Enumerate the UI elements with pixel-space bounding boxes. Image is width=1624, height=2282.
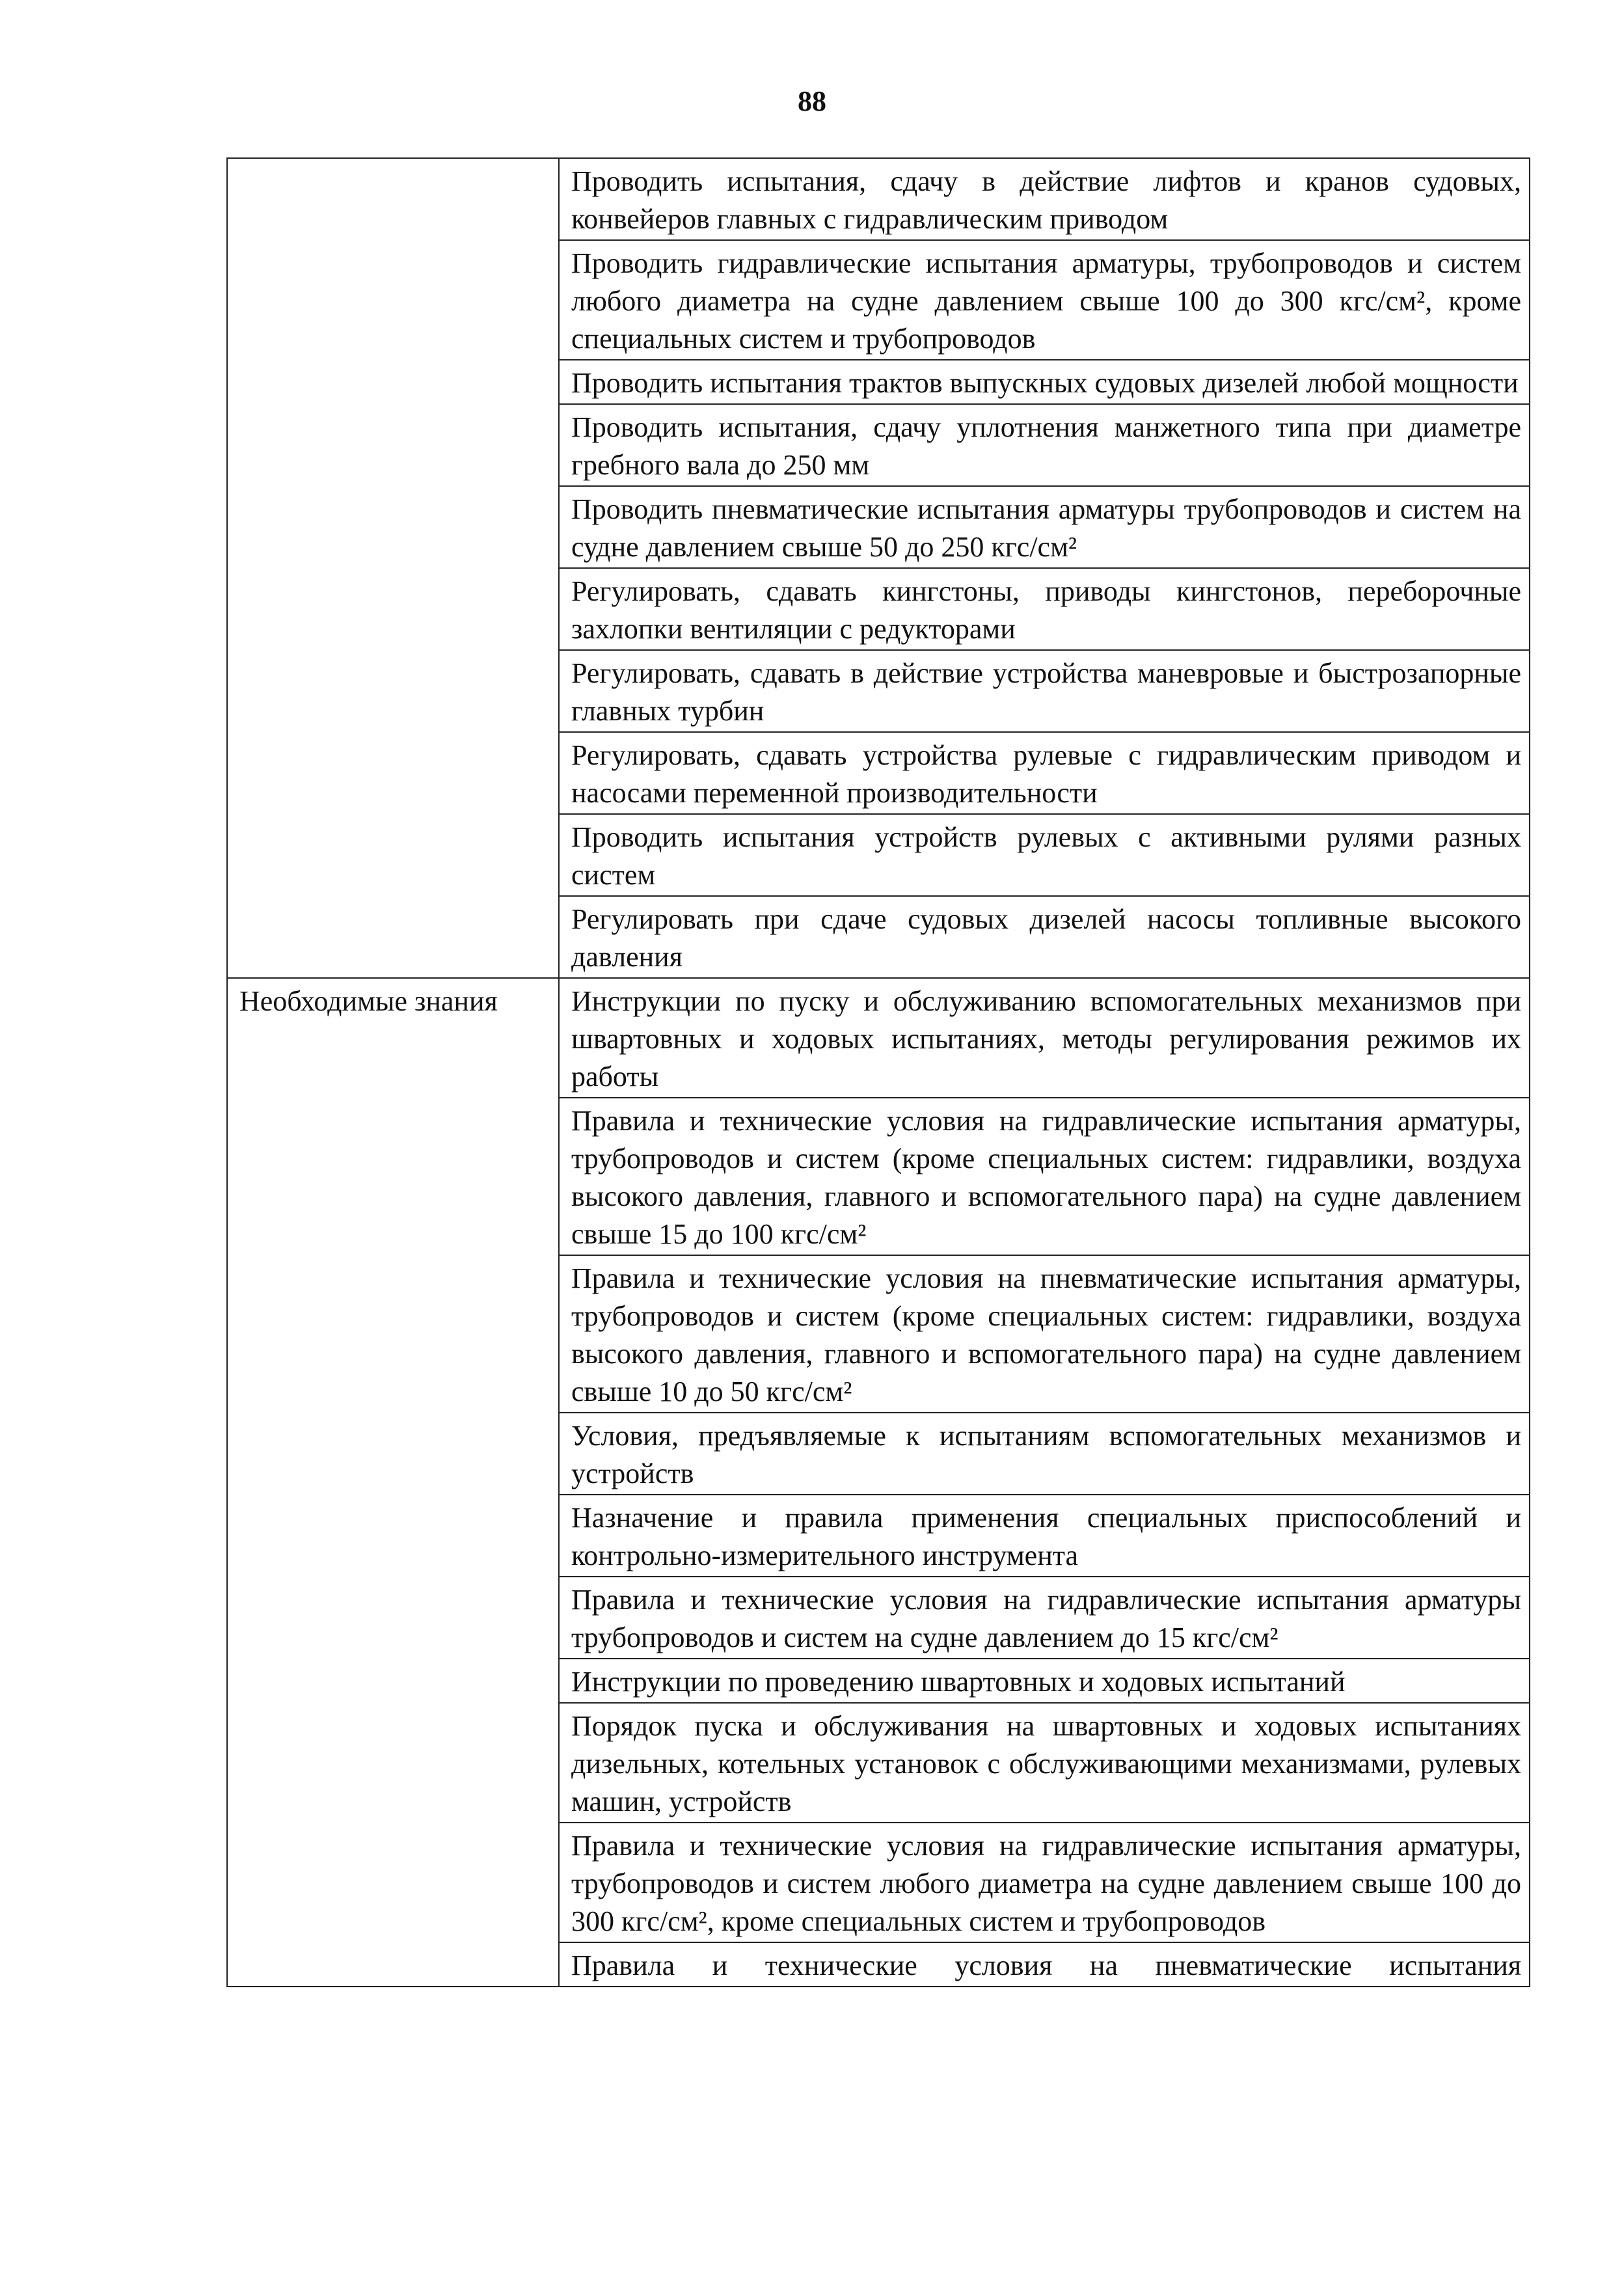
- requirements-table: [226, 157, 1530, 1987]
- knowledge-item: Назначение и правила применения специальных приспособлений и контрольно-измерительного инструмента: [559, 1495, 1530, 1577]
- knowledge-item: Инструкции по проведению швартовных и ходовых испытаний: [559, 1659, 1530, 1703]
- table-row: [227, 158, 1530, 240]
- skill-item: Регулировать при сдаче судовых дизелей насосы топливные высокого давления: [559, 896, 1530, 978]
- knowledge-item: Правила и технические условия на пневматические испытания арматуры, трубопроводов и систем (кроме специальных систем: гидравлики, воздуха высокого давления, главного и вспомогательного пара) на судне давлением свыше 10 до 50 кгс/см²: [559, 1255, 1530, 1413]
- skill-item: Проводить испытания, сдачу в действие лифтов и кранов судовых, конвейеров главных с гидравлическим приводом: [559, 158, 1530, 240]
- page-number: 88: [798, 85, 826, 117]
- skill-item: Проводить пневматические испытания арматуры трубопроводов и систем на судне давлением свыше 50 до 250 кгс/см²: [559, 486, 1530, 568]
- skill-item: Регулировать, сдавать кингстоны, приводы кингстонов, переборочные захлопки вентиляции с редукторами: [559, 568, 1530, 650]
- table-row: [227, 978, 1530, 1098]
- skill-item: Проводить испытания устройств рулевых с активными рулями разных систем: [559, 814, 1530, 896]
- knowledge-item: Правила и технические условия на гидравлические испытания арматуры, трубопроводов и систем любого диаметра на судне давлением свыше 100 до 300 кгс/см², кроме специальных систем и трубопроводов: [559, 1823, 1530, 1942]
- skill-item: Проводить испытания, сдачу уплотнения манжетного типа при диаметре гребного вала до 250 мм: [559, 404, 1530, 486]
- skill-item: Проводить гидравлические испытания арматуры, трубопроводов и систем любого диаметра на судне давлением свыше 100 до 300 кгс/см², кроме специальных систем и трубопроводов: [559, 240, 1530, 360]
- skill-item: Регулировать, сдавать устройства рулевые с гидравлическим приводом и насосами переменной производительности: [559, 732, 1530, 814]
- knowledge-item: Условия, предъявляемые к испытаниям вспомогательных механизмов и устройств: [559, 1413, 1530, 1495]
- knowledge-item: Правила и технические условия на гидравлические испытания арматуры трубопроводов и систем на судне давлением до 15 кгс/см²: [559, 1577, 1530, 1659]
- knowledge-label: Необходимые знания: [227, 978, 559, 1987]
- knowledge-item: Инструкции по пуску и обслуживанию вспомогательных механизмов при швартовных и ходовых испытаниях, методы регулирования режимов их работы: [559, 978, 1530, 1098]
- skills-label-cell: [227, 158, 559, 978]
- skill-item: Проводить испытания трактов выпускных судовых дизелей любой мощности: [559, 360, 1530, 404]
- knowledge-item: Правила и технические условия на пневматические испытания: [559, 1942, 1530, 1987]
- knowledge-item: Правила и технические условия на гидравлические испытания арматуры, трубопроводов и систем (кроме специальных систем: гидравлики, воздуха высокого давления, главного и вспомогательного пара) на судне давлением свыше 15 до 100 кгс/см²: [559, 1098, 1530, 1255]
- knowledge-item: Порядок пуска и обслуживания на швартовных и ходовых испытаниях дизельных, котельных установок с обслуживающими механизмами, рулевых машин, устройств: [559, 1703, 1530, 1823]
- skill-item: Регулировать, сдавать в действие устройства маневровые и быстрозапорные главных турбин: [559, 650, 1530, 732]
